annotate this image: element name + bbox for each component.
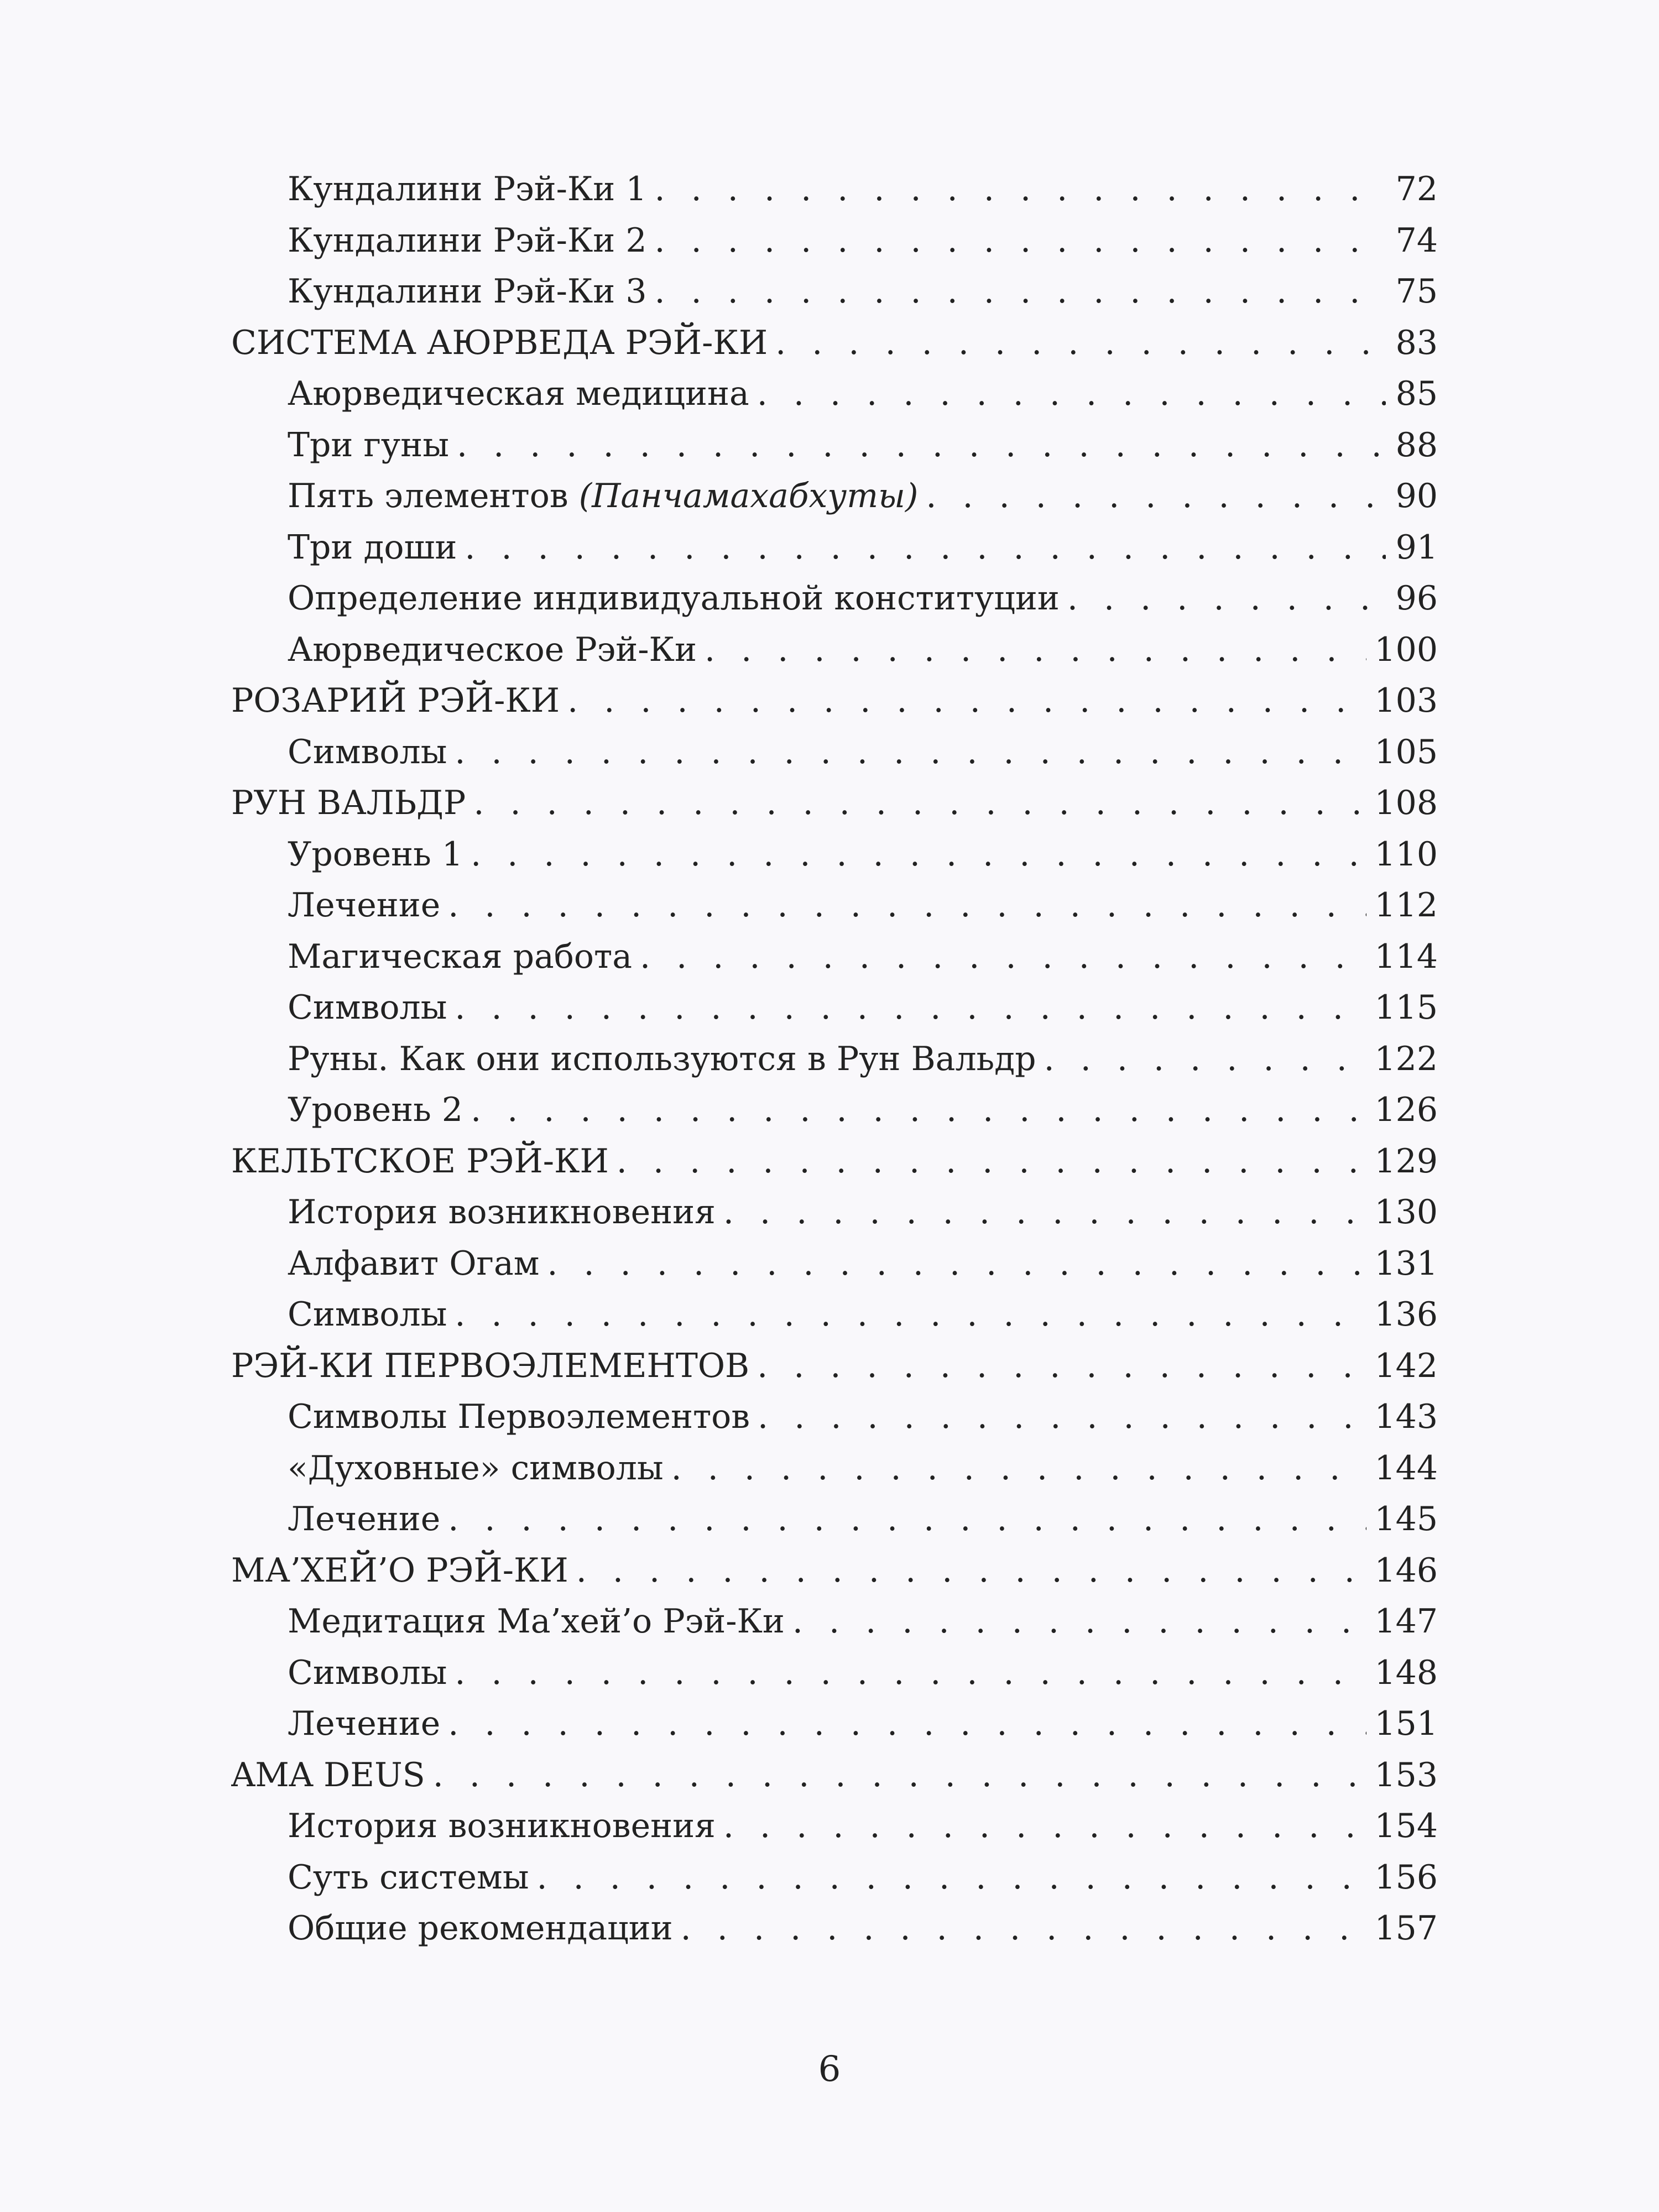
toc-entry-page: 126	[1374, 1091, 1438, 1129]
toc-entry-title-text: Уровень 2	[288, 1091, 463, 1129]
toc-dot-leader	[926, 471, 1386, 522]
toc-entry-title-text: Аюрведическая медицина	[288, 374, 749, 413]
toc-entry-title-text: Символы	[288, 732, 447, 771]
toc-subsection-entry	[231, 1494, 1438, 1545]
toc-entry-title-text: МА’ХЕЙ’О РЭЙ-КИ	[231, 1551, 568, 1590]
toc-entry-title-text: Символы	[288, 1653, 447, 1692]
toc-entry-page: 96	[1395, 579, 1438, 618]
toc-entry-page: 148	[1374, 1653, 1438, 1692]
toc-entry-title	[231, 1187, 723, 1238]
toc-dot-leader	[775, 317, 1386, 369]
toc-subsection-entry	[231, 1647, 1438, 1699]
toc-entry-page: 115	[1374, 988, 1438, 1027]
toc-section-entry	[231, 778, 1438, 829]
toc-entry-title-text: Общие рекомендации	[288, 1909, 673, 1948]
toc-entry-title-text: Уровень 1	[288, 834, 463, 874]
toc-subsection-entry	[231, 368, 1438, 420]
toc-entry-page: 145	[1374, 1500, 1438, 1538]
toc-entry-title-text: Кундалини Рэй-Ки 3	[288, 272, 647, 311]
toc-entry-page: 131	[1374, 1244, 1438, 1283]
toc-entry-title	[231, 778, 473, 829]
toc-dot-leader	[705, 624, 1367, 676]
toc-entry-title-text: История возникновения	[288, 1193, 716, 1232]
toc-entry-title	[231, 1698, 448, 1750]
toc-subsection-entry	[231, 1698, 1438, 1750]
toc-dot-leader	[455, 1289, 1366, 1340]
toc-entry-page: 83	[1395, 323, 1438, 362]
toc-entry-title	[231, 522, 465, 573]
toc-entry-title-text: Медитация Ма’хей’о Рэй-Ки	[288, 1602, 785, 1641]
toc-entry-title	[231, 982, 455, 1034]
toc-dot-leader	[757, 368, 1386, 420]
toc-dot-leader	[655, 215, 1386, 267]
toc-subsection-entry	[231, 1289, 1438, 1340]
toc-entry-title	[231, 829, 471, 880]
toc-entry-page: 90	[1395, 477, 1438, 515]
toc-entry-title	[231, 1903, 681, 1954]
toc-subsection-entry	[231, 1443, 1438, 1494]
toc-entry-title	[231, 266, 655, 317]
toc-entry-title-text: Символы	[288, 988, 447, 1027]
toc-dot-leader	[465, 522, 1386, 573]
toc-entry-title	[231, 573, 1067, 624]
toc-entry-page: 130	[1374, 1193, 1438, 1232]
table-of-contents	[231, 164, 1438, 1954]
toc-subsection-entry	[231, 1084, 1438, 1136]
toc-entry-title-text: Три гуны	[288, 425, 449, 465]
toc-entry-page: 85	[1395, 374, 1438, 413]
toc-entry-title	[231, 1238, 547, 1290]
toc-entry-page: 72	[1395, 170, 1438, 208]
toc-dot-leader	[536, 1852, 1366, 1903]
toc-subsection-entry	[231, 215, 1438, 267]
toc-entry-title-text: Символы Первоэлементов	[288, 1397, 750, 1436]
toc-entry-title	[231, 1750, 433, 1801]
toc-dot-leader	[471, 1084, 1366, 1136]
toc-entry-title	[231, 164, 655, 215]
toc-entry-title-italic: (Панчамахабхуты)	[578, 477, 919, 515]
toc-entry-title	[231, 1801, 723, 1852]
toc-subsection-entry	[231, 420, 1438, 471]
toc-entry-title-text: РУН ВАЛЬДР	[231, 784, 466, 822]
toc-entry-page: 154	[1374, 1807, 1438, 1845]
toc-subsection-entry	[231, 1238, 1438, 1290]
toc-entry-page: 143	[1374, 1397, 1438, 1436]
toc-dot-leader	[1044, 1034, 1367, 1085]
toc-entry-title-text: Лечение	[288, 1704, 441, 1743]
toc-subsection-entry	[231, 931, 1438, 983]
toc-entry-title	[231, 1289, 455, 1340]
toc-entry-title	[231, 727, 455, 778]
toc-entry-title-text: Лечение	[288, 886, 441, 925]
toc-subsection-entry	[231, 880, 1438, 931]
toc-dot-leader	[723, 1801, 1367, 1852]
toc-entry-page: 142	[1374, 1346, 1438, 1385]
toc-entry-title-text: Три доши	[288, 528, 457, 567]
toc-dot-leader	[448, 1698, 1366, 1750]
toc-dot-leader	[455, 727, 1366, 778]
toc-section-entry	[231, 675, 1438, 727]
toc-dot-leader	[617, 1136, 1367, 1187]
toc-entry-title	[231, 368, 757, 420]
toc-dot-leader	[433, 1750, 1367, 1801]
toc-subsection-entry	[231, 624, 1438, 676]
toc-subsection-entry	[231, 1852, 1438, 1903]
toc-entry-title	[231, 1443, 671, 1494]
toc-entry-title	[231, 1647, 455, 1699]
toc-entry-page: 146	[1374, 1551, 1438, 1590]
toc-entry-page: 129	[1374, 1141, 1438, 1181]
toc-section-entry	[231, 1750, 1438, 1801]
toc-entry-page: 88	[1395, 425, 1438, 465]
toc-section-entry	[231, 1136, 1438, 1187]
toc-dot-leader	[471, 829, 1366, 880]
toc-subsection-entry	[231, 727, 1438, 778]
toc-subsection-entry	[231, 573, 1438, 624]
toc-subsection-entry	[231, 1034, 1438, 1085]
toc-subsection-entry	[231, 1596, 1438, 1647]
toc-entry-page: 151	[1374, 1704, 1438, 1743]
toc-section-entry	[231, 1545, 1438, 1597]
toc-entry-page: 105	[1374, 732, 1438, 771]
toc-entry-page: 108	[1374, 784, 1438, 822]
toc-entry-page: 112	[1374, 886, 1438, 925]
toc-dot-leader	[473, 778, 1366, 829]
toc-entry-title	[231, 1340, 757, 1392]
toc-entry-page: 157	[1374, 1909, 1438, 1948]
toc-section-entry	[231, 1340, 1438, 1392]
toc-dot-leader	[723, 1187, 1367, 1238]
toc-entry-title-text: СИСТЕМА АЮРВЕДА РЭЙ-КИ	[231, 323, 768, 362]
toc-entry-page: 100	[1374, 630, 1438, 669]
toc-entry-title-text: Определение индивидуальной конституции	[288, 579, 1060, 618]
toc-entry-page: 110	[1374, 834, 1438, 874]
toc-entry-title-text: Суть системы	[288, 1858, 529, 1897]
toc-entry-title	[231, 1852, 536, 1903]
toc-entry-page: 136	[1374, 1295, 1438, 1334]
toc-entry-page: 122	[1374, 1039, 1438, 1078]
toc-dot-leader	[757, 1340, 1366, 1392]
toc-entry-title	[231, 1545, 576, 1597]
toc-subsection-entry	[231, 522, 1438, 573]
toc-entry-page: 147	[1374, 1602, 1438, 1641]
page-number: 6	[818, 2049, 841, 2090]
toc-entry-title	[231, 1084, 471, 1136]
toc-entry-title-text: Руны. Как они используются в Рун Вальдр	[288, 1039, 1036, 1078]
toc-entry-title-text: Магическая работа	[288, 937, 632, 976]
toc-dot-leader	[655, 164, 1386, 215]
toc-entry-page: 144	[1374, 1448, 1438, 1488]
toc-subsection-entry	[231, 1391, 1438, 1443]
toc-entry-title	[231, 1391, 758, 1443]
toc-entry-title	[231, 624, 705, 676]
toc-entry-title-text: «Духовные» символы	[288, 1448, 664, 1488]
toc-entry-title	[231, 471, 926, 522]
toc-dot-leader	[671, 1443, 1367, 1494]
toc-subsection-entry	[231, 1801, 1438, 1852]
toc-entry-page: 156	[1374, 1858, 1438, 1897]
toc-dot-leader	[448, 1494, 1366, 1545]
toc-entry-title	[231, 1136, 617, 1187]
toc-entry-title-text: Аюрведическое Рэй-Ки	[288, 630, 697, 669]
toc-entry-title-text: Символы	[288, 1295, 447, 1334]
toc-dot-leader	[567, 675, 1366, 727]
toc-entry-title	[231, 675, 567, 727]
toc-subsection-entry	[231, 982, 1438, 1034]
toc-dot-leader	[792, 1596, 1367, 1647]
toc-entry-page: 75	[1395, 272, 1438, 311]
toc-entry-title	[231, 1596, 792, 1647]
toc-dot-leader	[455, 1647, 1366, 1699]
toc-entry-title	[231, 1494, 448, 1545]
toc-entry-title-text: AMA DEUS	[231, 1755, 425, 1794]
toc-entry-title-text: РЭЙ-КИ ПЕРВОЭЛЕМЕНТОВ	[231, 1346, 750, 1385]
toc-entry-title	[231, 317, 775, 369]
toc-entry-title-text: Кундалини Рэй-Ки 2	[288, 221, 647, 260]
toc-dot-leader	[640, 931, 1366, 983]
toc-dot-leader	[655, 266, 1386, 317]
toc-subsection-entry	[231, 1187, 1438, 1238]
toc-subsection-entry	[231, 1903, 1438, 1954]
toc-entry-title-text: КЕЛЬТСКОЕ РЭЙ-КИ	[231, 1141, 609, 1181]
toc-entry-title	[231, 215, 655, 267]
toc-entry-page: 114	[1374, 937, 1438, 976]
toc-entry-page: 91	[1395, 528, 1438, 567]
toc-dot-leader	[1067, 573, 1386, 624]
toc-entry-title-text: Лечение	[288, 1500, 441, 1538]
toc-entry-title	[231, 931, 640, 983]
toc-entry-page: 153	[1374, 1755, 1438, 1794]
toc-subsection-entry	[231, 829, 1438, 880]
toc-entry-title	[231, 1034, 1044, 1085]
toc-entry-page: 74	[1395, 221, 1438, 260]
toc-subsection-entry	[231, 266, 1438, 317]
toc-entry-title	[231, 880, 448, 931]
toc-entry-page: 103	[1374, 681, 1438, 720]
toc-dot-leader	[457, 420, 1386, 471]
toc-section-entry	[231, 317, 1438, 369]
toc-subsection-entry	[231, 164, 1438, 215]
toc-subsection-entry	[231, 471, 1438, 522]
toc-entry-title	[231, 420, 457, 471]
toc-dot-leader	[455, 982, 1366, 1034]
toc-entry-title-text: Кундалини Рэй-Ки 1	[288, 170, 647, 208]
toc-entry-title-text: РОЗАРИЙ РЭЙ-КИ	[231, 681, 560, 720]
toc-entry-title-text: Пять элементов	[288, 477, 568, 515]
toc-dot-leader	[448, 880, 1366, 931]
toc-entry-title-text: История возникновения	[288, 1807, 716, 1845]
toc-dot-leader	[547, 1238, 1366, 1290]
toc-dot-leader	[758, 1391, 1366, 1443]
toc-entry-title-text: Алфавит Огам	[288, 1244, 540, 1283]
toc-dot-leader	[681, 1903, 1367, 1954]
toc-dot-leader	[576, 1545, 1367, 1597]
